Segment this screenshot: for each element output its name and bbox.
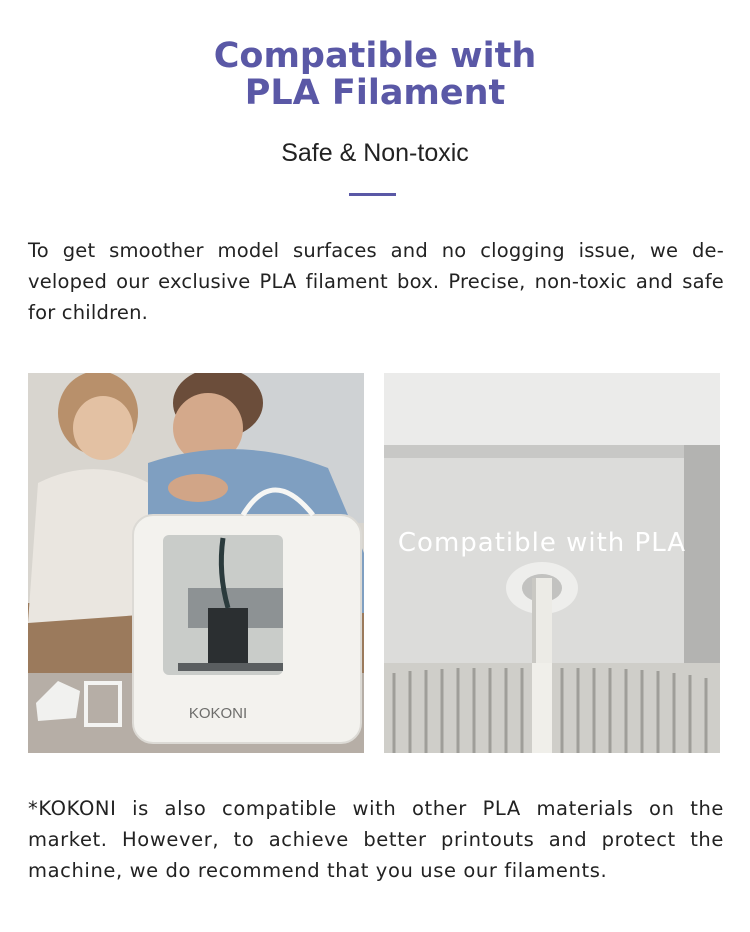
- photo-overlay-text: Compatible with PLA: [397, 528, 687, 558]
- printer-illustration: [28, 373, 364, 753]
- page-title: [0, 38, 750, 112]
- title-line-2: PLA Filament: [244, 73, 506, 113]
- intro-paragraph: To get smoother model surfaces and no clogging issue, we de-veloped our exclusive PLA filament box. Precise, non-toxic and safe for children.: [28, 239, 724, 324]
- filament-photo: [384, 373, 720, 753]
- footnote-paragraph: *KOKONI is also compatible with other PLA materials on the market. However, to achieve better printouts and protect the machine, we do recommend that you use our filaments.: [28, 797, 724, 882]
- title-line-1: Compatible with: [213, 36, 537, 76]
- accent-divider: [349, 193, 396, 196]
- printer-photo: [28, 373, 364, 753]
- printer-brand-label: KOKONI: [188, 705, 248, 722]
- filament-illustration: [384, 373, 720, 753]
- page-subtitle: Safe & Non-toxic: [281, 139, 469, 167]
